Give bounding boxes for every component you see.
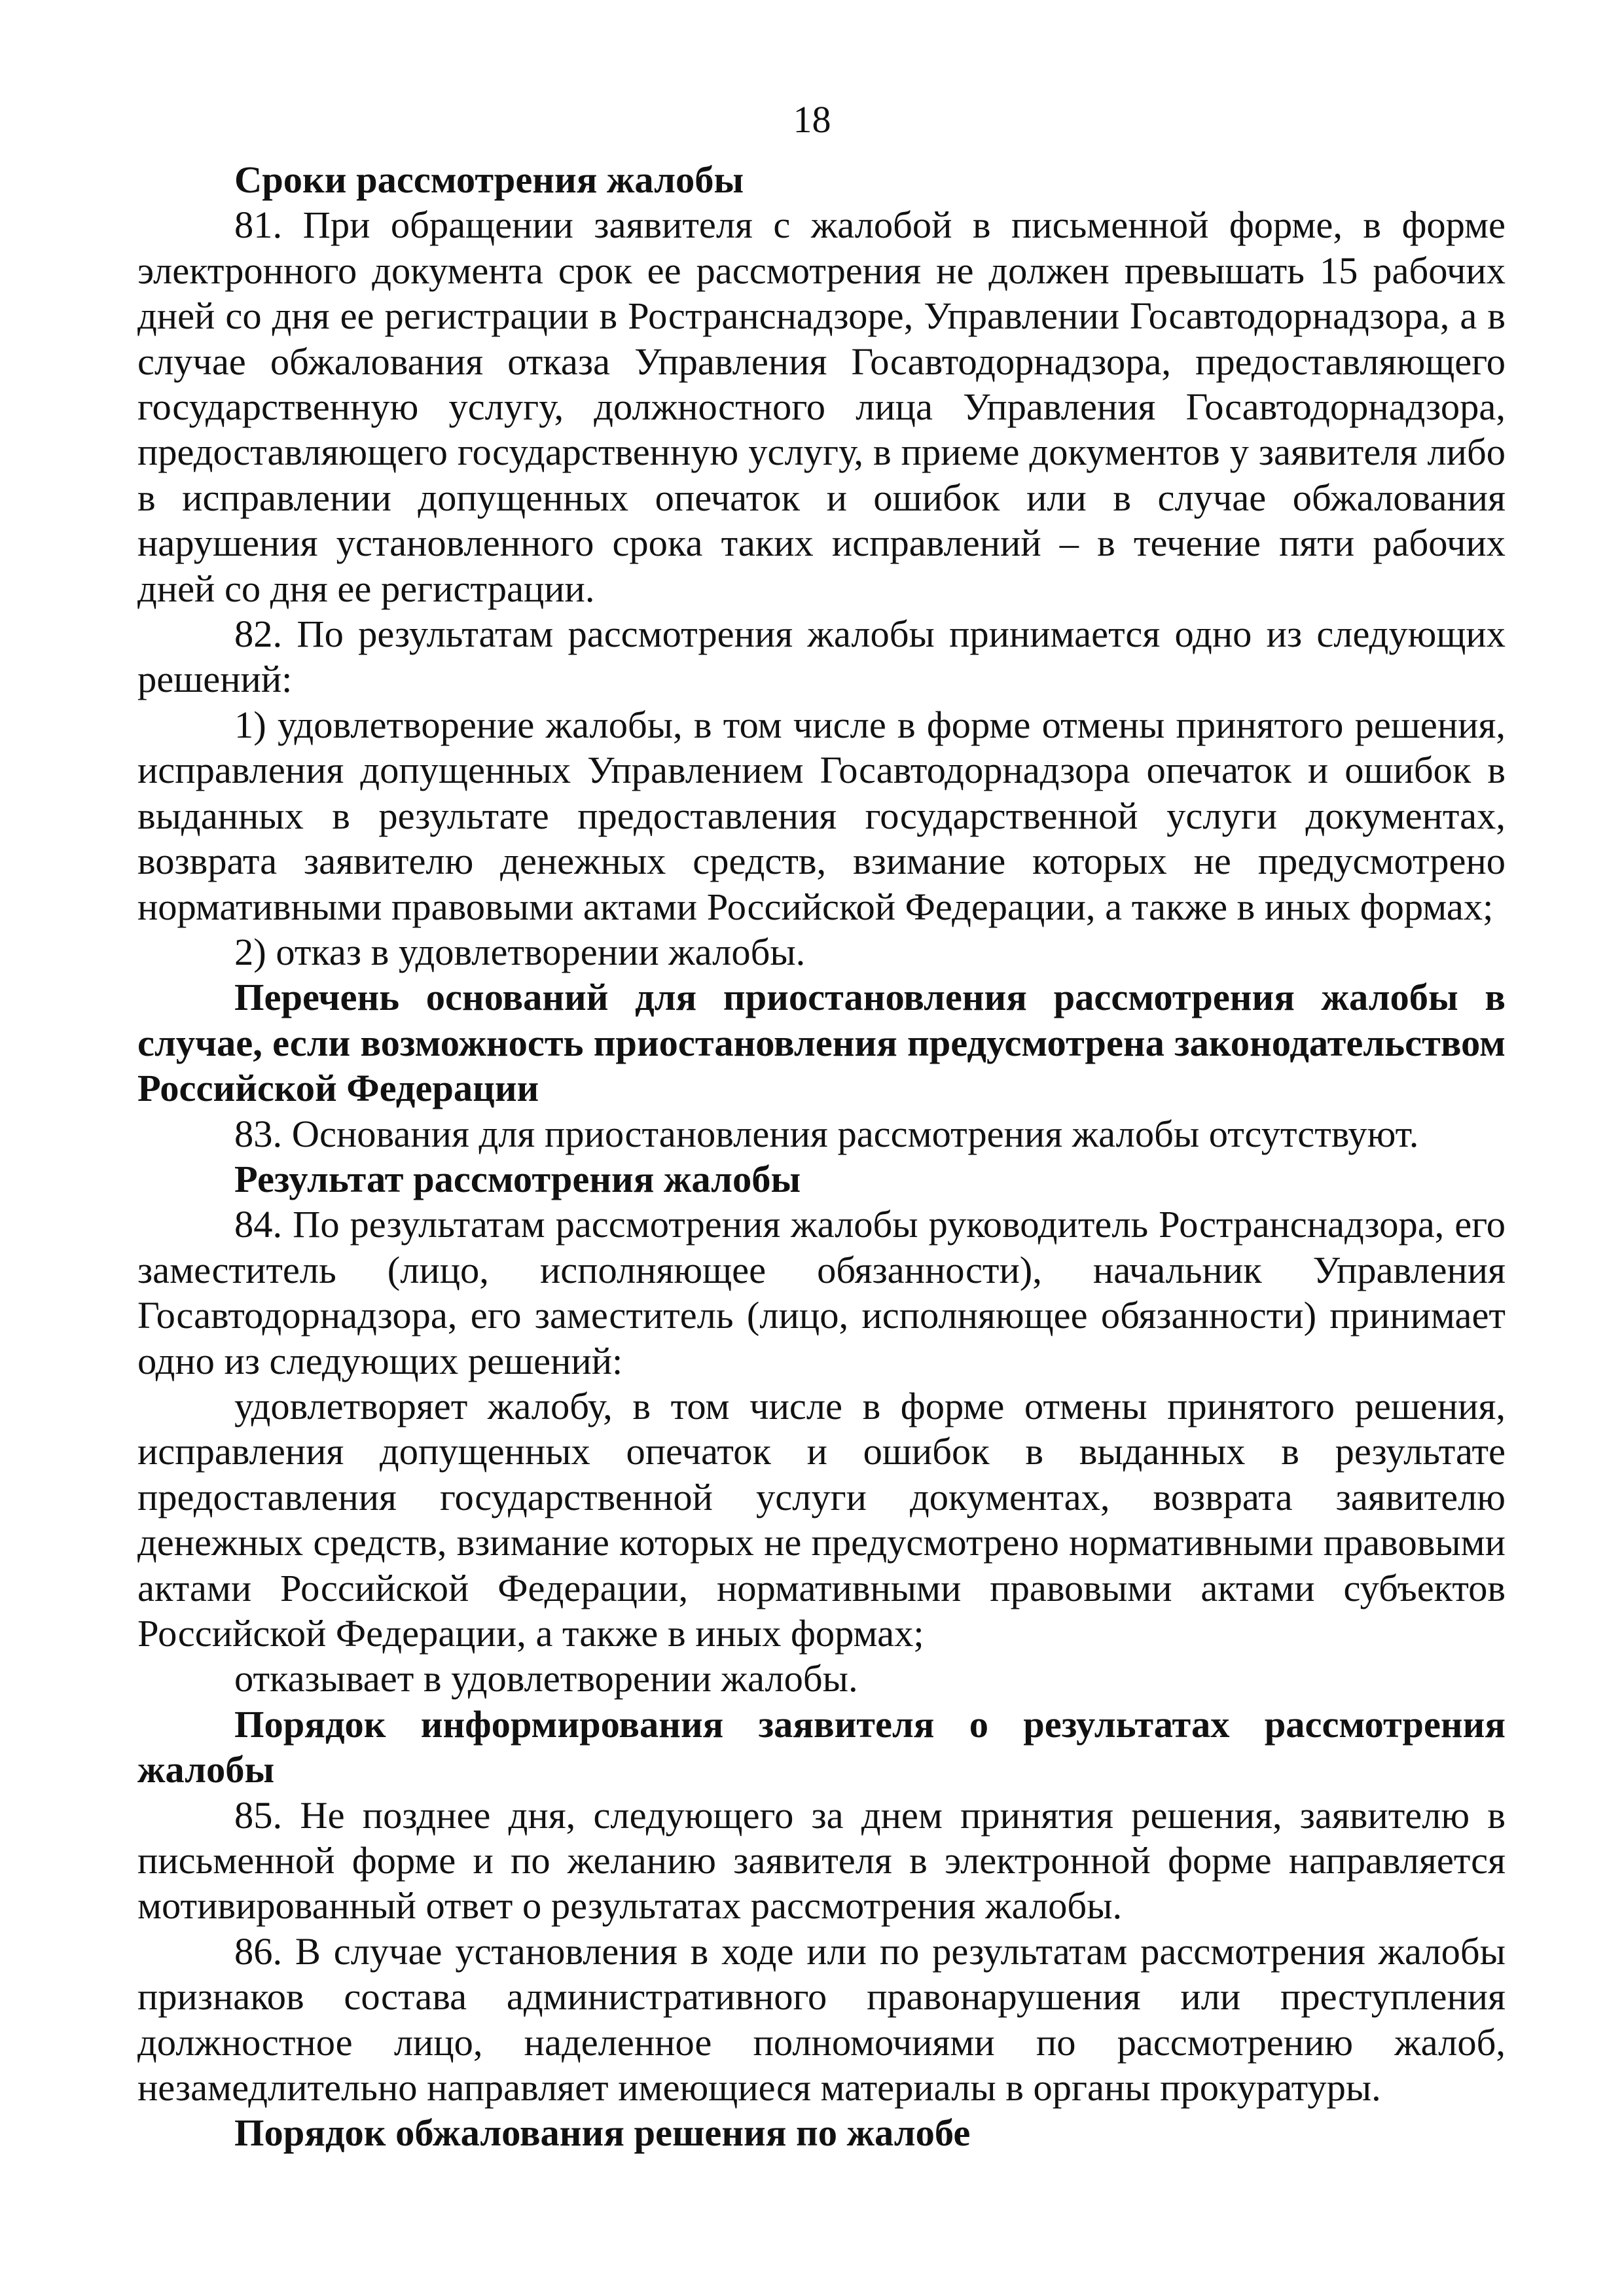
section-heading-appeal-procedure: Порядок обжалования решения по жалобе: [234, 2111, 971, 2155]
paragraph-82-item-2: 2) отказ в удовлетворении жалобы.: [234, 930, 806, 973]
paragraph-83: 83. Основания для приостановления рассмотрения жалобы отсутствуют.: [234, 1112, 1419, 1155]
paragraph-82: 82. По результатам рассмотрения жалобы принимается одно из следующих решений:: [137, 613, 1506, 701]
section-heading-complaint-terms: Сроки рассмотрения жалобы: [234, 158, 744, 201]
section-heading-suspension-grounds: Перечень оснований для приостановления рассмотрения жалобы в случае, если возможность приостановления предусмотрена законодательством Российской Федерации: [137, 976, 1506, 1110]
paragraph-85: 85. Не позднее дня, следующего за днем принятия решения, заявителю в письменной форме и по желанию заявителя в электронной форме направляется мотивированный ответ о результатах рассмотрения жалобы.: [137, 1793, 1506, 1928]
section-heading-complaint-result: Результат рассмотрения жалобы: [234, 1157, 801, 1200]
paragraph-86: 86. В случае установления в ходе или по результатам рассмотрения жалобы признаков состава административного правонарушения или преступления должностное лицо, наделенное полномочиями по рассмотрению жалоб, незамедлительно направляет имеющиеся материалы в органы прокуратуры.: [137, 1929, 1506, 2109]
page-number: 18: [793, 98, 831, 141]
paragraph-84: 84. По результатам рассмотрения жалобы руководитель Ространснадзора, его заместитель (лицо, исполняющее обязанности), начальник Управления Госавтодорнадзора, его заместитель (лицо, исполняющее обязанности) принимает одно из следующих решений:: [137, 1203, 1506, 1382]
paragraph-82-item-1: 1) удовлетворение жалобы, в том числе в форме отмены принятого решения, исправления допущенных Управлением Госавтодорнадзора опечаток и ошибок в выданных в результате предоставления государственной услуги документах, возврата заявителю денежных средств, взимание которых не предусмотрено нормативными правовыми актами Российской Федерации, а также в иных формах;: [137, 703, 1506, 928]
paragraph-81: 81. При обращении заявителя с жалобой в письменной форме, в форме электронного документа срок ее рассмотрения не должен превышать 15 рабочих дней со дня ее регистрации в Ространснадзоре, Управлении Госавтодорнадзора, а в случае обжалования отказа Управления Госавтодорнадзора, предоставляющего государственную услугу, должностного лица Управления Госавтодорнадзора, предоставляющего государственную услугу, в приеме документов у заявителя либо в исправлении допущенных опечаток и ошибок или в случае обжалования нарушения установленного срока таких исправлений – в течение пяти рабочих дней со дня ее регистрации.: [137, 204, 1506, 610]
paragraph-84-option-satisfy: удовлетворяет жалобу, в том числе в форме отмены принятого решения, исправления допущенных опечаток и ошибок в выданных в результате предоставления государственной услуги документах, возврата заявителю денежных средств, взимание которых не предусмотрено нормативными правовыми актами Российской Федерации, нормативными правовыми актами субъектов Российской Федерации, а также в иных формах;: [137, 1384, 1506, 1655]
section-heading-informing-applicant: Порядок информирования заявителя о результатах рассмотрения жалобы: [137, 1702, 1506, 1791]
paragraph-84-option-refuse: отказывает в удовлетворении жалобы.: [234, 1657, 858, 1700]
document-body: [137, 157, 1506, 2156]
